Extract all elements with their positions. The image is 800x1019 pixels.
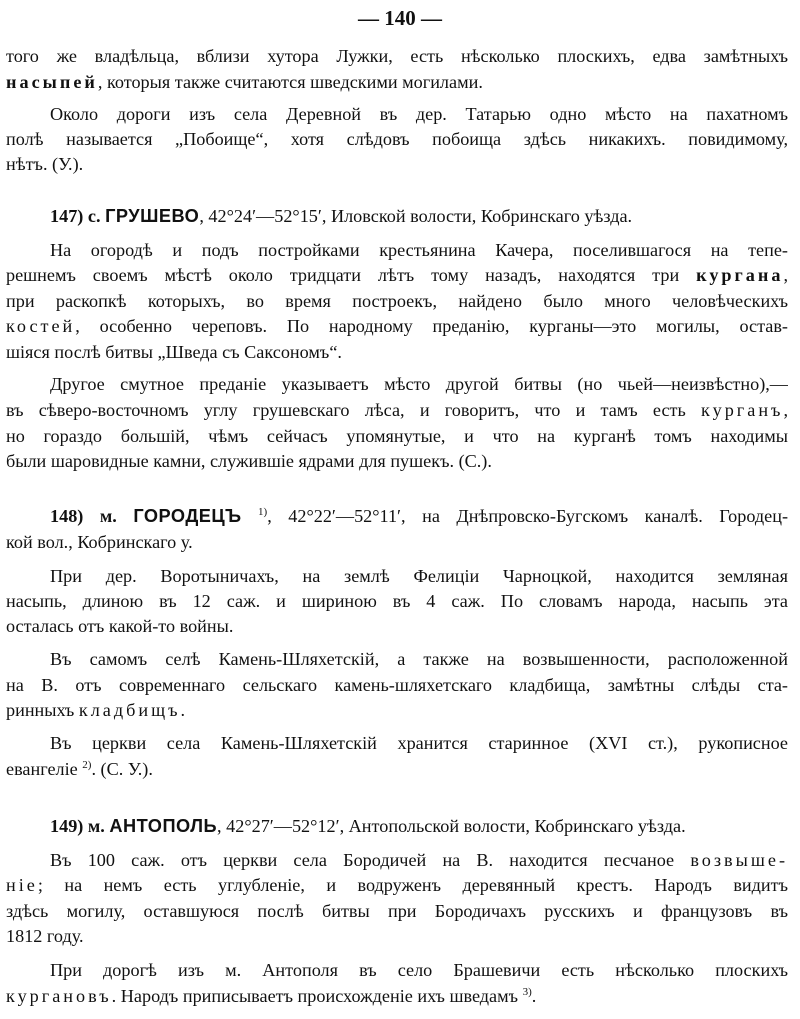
text-line: того же владѣльца, вблизи хутора Лужки, есть нѣсколько плоскихъ, едва замѣтныхъ xyxy=(6,46,788,66)
spaced-word: костей xyxy=(6,316,76,336)
place-name: АНТОПОЛЬ xyxy=(109,816,218,836)
text-line: При дорогѣ изъ м. Антополя въ село Брашевичи есть нѣсколько плоскихъ xyxy=(50,960,788,980)
place-name: ГРУШЕВО xyxy=(105,206,200,226)
text-line: При дер. Воротыничахъ, на землѣ Фелиціи Чарноцкой, находится земляная xyxy=(50,566,788,586)
text-line: на В. отъ современнаго сельскаго камень-шляхетскаго кладбища, замѣтны слѣды ста- xyxy=(6,675,788,695)
text-line: Около дороги изъ села Деревной въ дер. Татарью одно мѣсто на пахатномъ xyxy=(50,104,788,124)
text-line: осталась отъ какой-то войны. xyxy=(6,616,234,636)
text-line: кой вол., Кобринскаго у. xyxy=(6,532,193,552)
text-line: Въ самомъ селѣ Камень-Шляхетскій, а также на возвышенности, расположенной xyxy=(50,649,788,669)
text-line: въ сѣверо-восточномъ углу грушевскаго лѣса, и говоритъ, что и тамъ есть курганъ, xyxy=(6,400,788,420)
text-line: евангеліе $^{2)}$. (С. У.). xyxy=(6,759,153,779)
text-line: Въ церкви села Камень-Шляхетскій хранится старинное (XVI ст.), рукописное xyxy=(50,733,788,753)
footnote-marker: 3) xyxy=(522,986,532,998)
text-line: костей, особенно череповъ. По народному преданію, курганы—это могилы, остав- xyxy=(6,316,788,336)
text-line: 1812 году. xyxy=(6,926,84,946)
text-line: при раскопкѣ которыхъ, во время построекъ, найдено было много человѣческихъ xyxy=(6,291,788,311)
text-line: ринныхъ кладбищъ. xyxy=(6,700,186,720)
text-line: полѣ называется „Побоище“, хотя слѣдовъ побоища здѣсь никакихъ. повидимому, xyxy=(6,129,788,149)
text-line: были шаровидные камни, служившіе ядрами для пушекъ. (С.). xyxy=(6,451,492,471)
text-line: решнемъ своемъ мѣстѣ около тридцати лѣтъ тому назадъ, находятся три кургана, xyxy=(6,265,788,285)
entry-heading-147: 147) с. ГРУШЕВО, 42°24′—52°15′, Иловской волости, Кобринскаго уѣзда. xyxy=(50,206,633,226)
footnote-marker: 1) xyxy=(258,506,268,518)
place-name: ГОРОДЕЦЪ xyxy=(133,506,242,526)
page-number: — 140 — xyxy=(358,6,442,30)
text-line: здѣсь могилу, оставшуюся послѣ битвы при Бородичахъ русскихъ и французовъ въ xyxy=(6,901,788,921)
text-line: шіяся послѣ битвы „Шведа съ Саксономъ“. xyxy=(6,342,342,362)
text-line: Въ 100 саж. отъ церкви села Бородичей на В. находится песчаное возвыше- xyxy=(50,850,788,870)
text-line: насыпей, которыя также считаются шведскими могилами. xyxy=(6,72,483,92)
text-line: но гораздо большій, чѣмъ сейчасъ упомянутые, и что на курганѣ томъ находимы xyxy=(6,426,788,446)
spaced-word: кургана xyxy=(696,265,784,285)
text-line: кургановъ. Народъ приписываетъ происхожденіе ихъ шведамъ $^{3)}$. xyxy=(6,986,537,1006)
entry-heading-149: 149) м. АНТОПОЛЬ, 42°27′—52°12′, Антопольской волости, Кобринскаго уѣзда. xyxy=(50,816,686,836)
spaced-word: курганъ xyxy=(701,400,784,420)
footnote-marker: 2) xyxy=(82,759,92,771)
spaced-word: кладбищъ xyxy=(78,700,181,720)
spaced-word: ніе xyxy=(6,875,38,895)
text-line: ніе; на немъ есть углубленіе, и водруженъ деревянный крестъ. Народъ видитъ xyxy=(6,875,788,895)
text-line: На огородѣ и подъ постройками крестьянина Качера, поселившагося на тепе- xyxy=(50,240,788,260)
spaced-word: возвыше- xyxy=(690,850,788,870)
text-line: насыпь, длиною въ 12 саж. и шириною въ 4 саж. По словамъ народа, насыпь эта xyxy=(6,591,788,611)
text-line: Другое смутное преданіе указываетъ мѣсто другой битвы (но чьей—неизвѣстно),— xyxy=(50,374,788,394)
spaced-word: насыпей xyxy=(6,72,98,92)
text-line: нѣтъ. (У.). xyxy=(6,154,84,174)
entry-heading-148: 148) м. ГОРОДЕЦЪ $^{1)}$, 42°22′—52°11′, на Днѣпровско-Бугскомъ каналѣ. Городец- xyxy=(50,506,788,526)
spaced-word: кургановъ xyxy=(6,986,112,1006)
